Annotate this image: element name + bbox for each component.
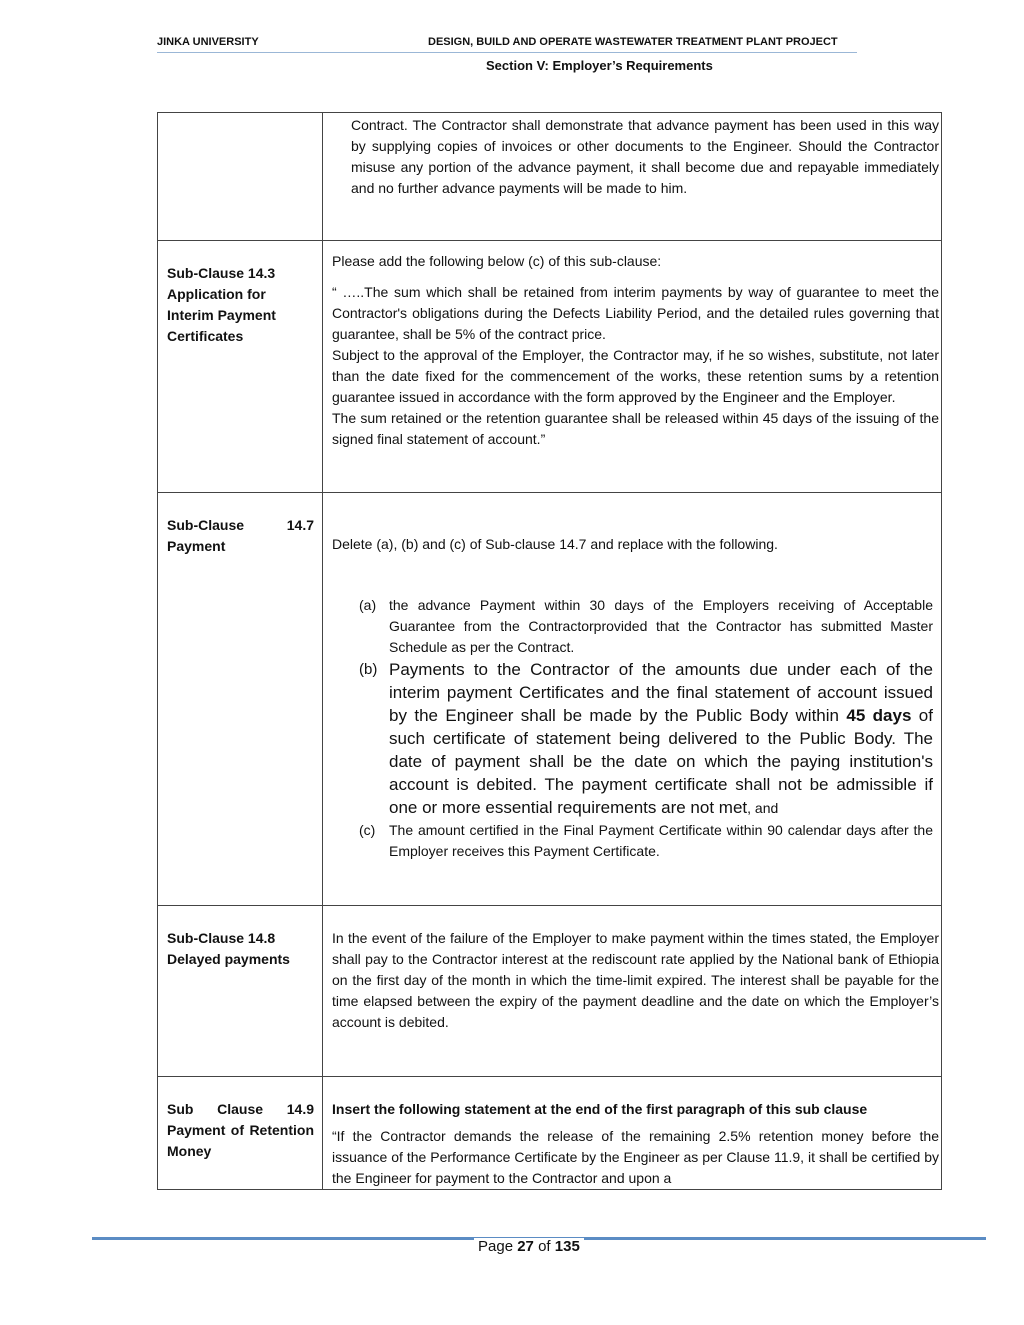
of-word: of: [538, 1238, 551, 1255]
body-paragraph: “ …..The sum which shall be retained from interim payments by way of guarantee to meet the Contractor's obligations during the Defects Liability Period, and the detailed rules governing that guarantee, shall be 5% of the contract price.: [332, 284, 939, 342]
list-item-text: of such certificate of statement being delivered to the Public Body. The date of payment shall be the date on which the paying institution's account is debited. The payment certificate shall not be admissible if one or more essential requirements are not met: [389, 706, 933, 817]
clause-body-cell: [323, 241, 942, 493]
table-row: [158, 241, 942, 493]
table-row: [158, 113, 942, 241]
clause-body-cell: [323, 113, 942, 241]
body-paragraph: Subject to the approval of the Employer, the Contractor may, if he so wishes, substitute, not later than the date fixed for the commencement of the works, these retention sums by a retention guarantee issued in accordance with the form approved by the Engineer and the Employer.: [332, 347, 939, 405]
conditions-table: [157, 112, 942, 1190]
body-paragraph: Please add the following below (c) of this sub-clause:: [332, 253, 662, 269]
list-marker: (a): [359, 597, 377, 613]
body-paragraph: “If the Contractor demands the release of the remaining 2.5% retention money before the issuance of the Performance Certificate by the Engineer as per Clause 11.9, it shall be certified by the Engineer for payment to the Contractor and upon a: [332, 1128, 939, 1186]
clause-label-cell: [158, 113, 323, 241]
page-number: [474, 1238, 584, 1255]
table-row: [158, 906, 942, 1077]
list-marker: (c): [359, 822, 376, 838]
clause-body-cell: [323, 906, 942, 1077]
table-row: [158, 1077, 942, 1190]
clause-label: Sub-Clause 14.7 Payment: [167, 517, 314, 554]
clause-body-cell: [323, 1077, 942, 1190]
total-pages: 135: [554, 1238, 580, 1255]
list-marker: (b): [359, 661, 378, 678]
clause-label-cell: [158, 493, 323, 906]
header-university: JINKA UNIVERSITY: [157, 36, 259, 48]
clause-label: Sub-Clause 14.3 Application for Interim Payment Certificates: [167, 265, 276, 344]
body-paragraph: Contract. The Contractor shall demonstrate that advance payment has been used in this way by supplying copies of invoices or other documents to the Engineer. Should the Contractor misuse any portion of the advance payment, it shall become due and repayable immediately and no further advance payments will be made to him.: [351, 117, 939, 196]
list-item: [323, 595, 941, 658]
list-item-text: the advance Payment within 30 days of the Employers receiving of Acceptable Guarantee from the Contractorprovided that the Contractor has submitted Master Schedule as per the Contract.: [389, 597, 933, 655]
clause-label-cell: [158, 241, 323, 493]
clause-label: Sub Clause 14.9 Payment of Retention Money: [167, 1101, 314, 1159]
page-word: Page: [478, 1238, 514, 1255]
body-paragraph: Insert the following statement at the end of the first paragraph of this sub clause: [332, 1101, 868, 1117]
list-item-bold-text: 45 days: [846, 706, 912, 725]
list-item: [323, 820, 941, 862]
list-item-text: The amount certified in the Final Payment Certificate within 90 calendar days after the Employer receives this Payment Certificate.: [389, 822, 933, 859]
clause-label: Sub-Clause 14.8 Delayed payments: [167, 930, 290, 967]
body-paragraph: The sum retained or the retention guarantee shall be released within 45 days of the issuing of the signed final statement of account.”: [332, 410, 939, 447]
header-project-title: DESIGN, BUILD AND OPERATE WASTEWATER TREATMENT PLANT PROJECT: [428, 36, 838, 48]
header-rule: [157, 52, 857, 53]
payment-items-list: [323, 595, 941, 862]
clause-body-cell: [323, 493, 942, 906]
table-row: [158, 493, 942, 906]
body-paragraph: In the event of the failure of the Employer to make payment within the times stated, the Employer shall pay to the Contractor interest at the rediscount rate applied by the National bank of Ethiopia on the first day of the month in which the time-limit expired. The interest shall be payable for the time elapsed between the expiry of the payment deadline and the date on which the Employer’s account is debited.: [332, 930, 939, 1030]
list-item: [323, 658, 941, 820]
body-paragraph: Delete (a), (b) and (c) of Sub-clause 14.7 and replace with the following.: [332, 536, 778, 552]
clause-label-cell: [158, 1077, 323, 1190]
list-item-text: Payments to the Contractor of the amounts due under each of the interim payment Certificates and the final statement of account issued by the Engineer shall be made by the Public Body within: [389, 660, 933, 725]
current-page: 27: [517, 1238, 534, 1255]
list-item-text: , and: [747, 800, 779, 816]
clause-label-cell: [158, 906, 323, 1077]
header-section-title: Section V: Employer’s Requirements: [486, 58, 713, 73]
